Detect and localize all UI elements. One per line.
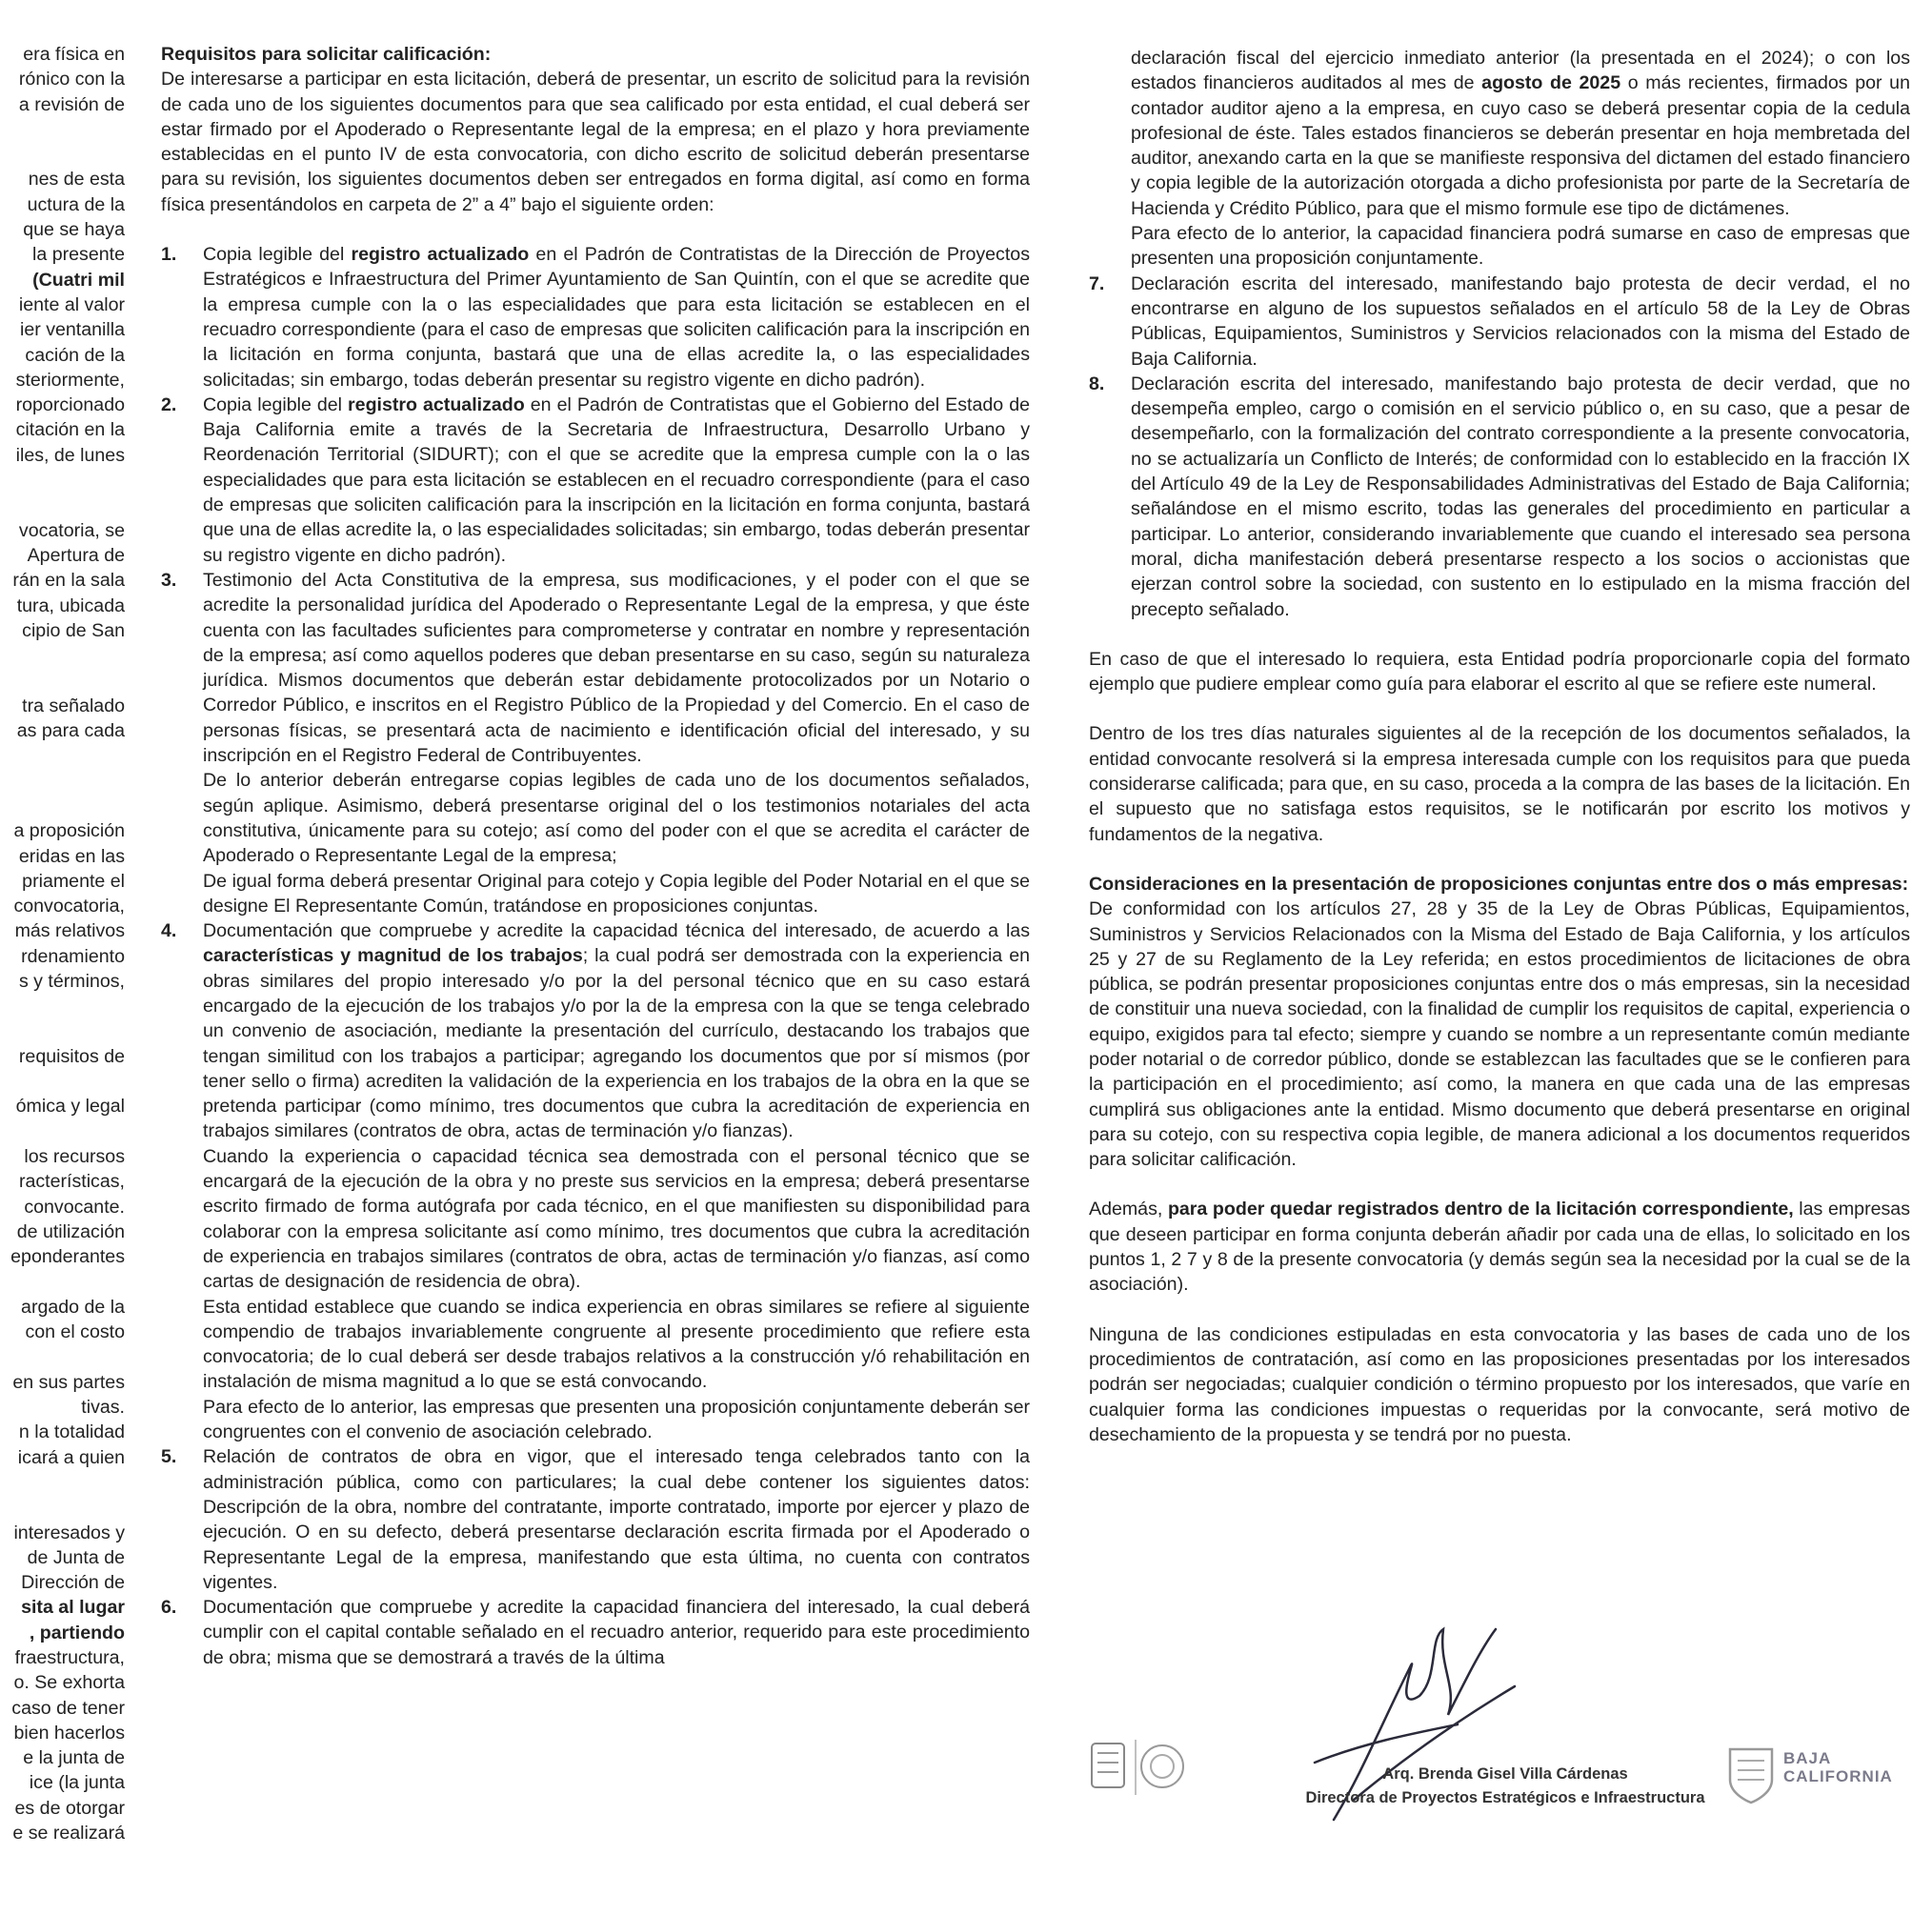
item-text: Para efecto de lo anterior, las empresas que presenten una proposición conjuntamente deberán ser congruentes con el convenio de asociación celebrado. bbox=[203, 1396, 1030, 1443]
left-fragment-line: era física en bbox=[23, 44, 125, 65]
middle-column bbox=[161, 42, 1030, 1670]
left-fragment-line bbox=[0, 769, 125, 794]
item-text: o más recientes, firmados por un contador auditor ajeno a la empresa, en cuyo caso se deberá presentar copia de la cedula profesional de éste. Tales estados financieros se deberán presentar en hoja membretada del auditor, anexando carta en la que se manifieste responsiva del dictamen del estado financiero y copia legible de la autorización otorgada a dicho profesionista por parte de la Secretaría de Hacienda y Crédito Público, para que el mismo formule ese tipo de dictámenes. bbox=[1131, 72, 1910, 219]
item-text: declaración fiscal del ejercicio inmediato anterior (la presentada en el 2024); o con los estados financieros auditados al mes de bbox=[1131, 48, 1910, 94]
list-item bbox=[161, 1444, 1030, 1595]
item-text: Esta entidad establece que cuando se indica experiencia en obras similares se refiere al siguiente compendio de trabajos invariablemente congruente al presente procedimiento que refiere esta convocatoria; de lo cual deberá ser desde trabajos relativos a la construcción y/ó rehabilitación en instalación de misma magnitud a lo que se está convocando. bbox=[203, 1296, 1030, 1393]
left-fragment-line: citación en la bbox=[15, 419, 125, 441]
left-fragment-line bbox=[0, 1019, 125, 1044]
list-item bbox=[161, 1595, 1030, 1670]
paragraph-bold-text: para poder quedar registrados dentro de la licitación correspondiente, bbox=[1167, 1199, 1794, 1220]
paragraph-text: Además, bbox=[1089, 1199, 1168, 1220]
left-fragment-line: sita al lugar bbox=[21, 1597, 125, 1619]
left-fragment-line: rónico con la bbox=[18, 69, 125, 91]
left-fragment-line bbox=[0, 493, 125, 517]
left-fragment-line: de utilización bbox=[16, 1220, 125, 1242]
left-fragment-line: rdenamiento bbox=[21, 945, 125, 967]
item-number: 7. bbox=[1089, 272, 1105, 294]
left-fragment-line: as para cada bbox=[16, 720, 125, 742]
item-text: Declaración escrita del interesado, manifestando bajo protesta de decir verdad, el no encontrarse en alguno de los supuestos señalados en el artículo 58 de la Ley de Obras Públicas, Equipamientos, Suministros y Servicios relacionados con la misma del Estado de Baja California. bbox=[1131, 272, 1910, 370]
left-fragment-line bbox=[0, 643, 125, 668]
left-fragment-line: interesados y bbox=[13, 1522, 125, 1543]
conjuntas-heading: Consideraciones en la presentación de proposiciones conjuntas entre dos o más empresas: bbox=[1089, 873, 1909, 895]
municipal-seal-icon bbox=[1086, 1734, 1191, 1801]
left-fragment-line: ice (la junta bbox=[29, 1772, 125, 1794]
left-fragment-line: roporcionado bbox=[15, 394, 125, 416]
item-text: Declaración escrita del interesado, manifestando bajo protesta de decir verdad, que no desempeña empleo, cargo o comisión en el servicio público o, en su caso, que a pesar de desempeñarlo, con la formalización del contrato correspondiente a la presente convocatoria, no se actualizaría un Conflicto de Interés; de conformidad con lo establecido en la fracción IX del Artículo 49 de la Ley de Responsabilidades Administrativas del Estado de Baja California; señalándose en el mismo escrito, todas las generales del procedimiento en particular a participar. Lo anterior, considerando invariablemente que cuando el interesado sea persona moral, dicha manifestación deberá presentarse respecto a los socios o accionistas que ejerzan control sobre la sociedad, con sustento en lo estipulado en la misma fracción del precepto señalado. bbox=[1131, 373, 1910, 620]
ninguna-paragraph: Ninguna de las condiciones estipuladas en esta convocatoria y las bases de cada uno de los procedimientos de contratación, así como en las proposiciones presentadas por los interesados podrán ser negociadas; cualquier condición o término propuesto por los interesados, que varíe en cualquier forma las condiciones impuestas o requeridas por la convocante, será motivo de desechamiento de la propuesta y se tendrá por no puesta. bbox=[1089, 1323, 1910, 1445]
left-fragment-line bbox=[0, 794, 125, 818]
left-fragment-line: que se haya bbox=[23, 219, 125, 241]
left-fragment-line: vocatoria, se bbox=[18, 519, 125, 541]
left-fragment-line: e se realizará bbox=[12, 1823, 125, 1844]
item-text: Copia legible del bbox=[203, 244, 352, 266]
list-item bbox=[161, 568, 1030, 918]
item-text: Documentación que compruebe y acredite la capacidad técnica del interesado, de acuerdo a las bbox=[203, 920, 1030, 942]
item-bold-text: características y magnitud de los trabajos bbox=[203, 945, 583, 967]
dias-paragraph: Dentro de los tres días naturales siguientes al de la recepción de los documentos señalados, la entidad convocante resolverá si la empresa interesada cumple con los requisitos para que pueda considerarse calificada; para que, en su caso, proceda a la compra de las bases de la licitación. En el supuesto que no satisfaga estos requisitos, se le notificarán por escrito los motivos y fundamentos de la negativa. bbox=[1089, 723, 1910, 845]
item-text: Para efecto de lo anterior, la capacidad financiera podrá sumarse en caso de empresas que presenten una proposición conjuntamente. bbox=[1131, 223, 1910, 270]
conformidad-paragraph: De conformidad con los artículos 27, 28 y 35 de la Ley de Obras Públicas, Equipamientos, Suministros y Servicios Relacionados con la Misma del Estado de Baja California, y los artículos 25 y 27 de su Reglamento de la Ley referida; en estos procedimientos de licitaciones de obra pública, se podrán presentar proposiciones conjuntas entre dos o más empresas, sin la necesidad de constituir una nueva sociedad, con la finalidad de cumplir los requisitos de capital, experiencia o equipo, exigidos para tal efecto; siempre y cuando se nombre a un representante común mediante poder notarial o de corredor público, donde se establezcan las facultades que se le confieren para la participación en el procedimiento; así como, la manera en que cada una de las empresas cumplirá sus obligaciones ante la entidad. Mismo documento que deberá presentarse en original para su cotejo, con su respectiva copia legible, de manera adicional a los documentos requeridos para solicitar calificación. bbox=[1089, 898, 1910, 1171]
list-item bbox=[1089, 372, 1910, 622]
logo-text-1: BAJA bbox=[1783, 1749, 1832, 1767]
left-fragment-line: a proposición bbox=[13, 820, 125, 842]
left-fragment-line bbox=[0, 1069, 125, 1094]
left-fragment-line: más relativos bbox=[14, 920, 125, 942]
left-fragment-line bbox=[0, 1344, 125, 1369]
left-fragment-line: eridas en las bbox=[18, 845, 125, 867]
item-number: 8. bbox=[1089, 373, 1105, 394]
left-fragment-line: argado de la bbox=[21, 1296, 125, 1318]
requisitos-heading: Requisitos para solicitar calificación: bbox=[161, 44, 492, 65]
left-column-fragments bbox=[0, 42, 125, 1845]
left-fragment-line: nes de esta bbox=[28, 169, 125, 191]
left-fragment-line bbox=[0, 1119, 125, 1144]
left-fragment-line bbox=[0, 743, 125, 768]
list-item bbox=[1089, 272, 1910, 372]
list-item bbox=[161, 918, 1030, 1444]
left-fragment-line: racterísticas, bbox=[18, 1171, 125, 1193]
left-fragment-line: ier ventanilla bbox=[19, 319, 125, 341]
left-fragment-line: caso de tener bbox=[11, 1697, 125, 1719]
left-fragment-line bbox=[0, 1470, 125, 1495]
item-text: De lo anterior deberán entregarse copias legibles de cada uno de los documentos señalados, según aplique. Asimismo, deberá presentarse original del o los testimonios notariales del acta constitutiva, únicamente para su cotejo; así como del poder con el que se acredita el carácter de Apoderado o Representante Legal de la empresa; bbox=[203, 770, 1030, 867]
state-shield-icon bbox=[1724, 1744, 1778, 1806]
item-text: Testimonio del Acta Constitutiva de la empresa, sus modificaciones, y el poder con el que se acredite la personalidad jurídica del Apoderado o Representante Legal de la empresa, y que éste cuenta con las facultades suficientes para comprometerse y contratar en nombre y representación de la empresa; así como aquellos poderes que deban presentarse en su caso, según su naturaleza jurídica. Mismos documentos que deberán estar debidamente protocolizados por un Notario o Corredor Público, e inscritos en el Registro Público de la Propiedad y del Comercio. En el caso de personas físicas, se presentará acta de nacimiento e identificación oficial del interesado, y su inscripción en el Registro Federal de Contribuyentes. bbox=[203, 569, 1030, 767]
left-fragment-line bbox=[0, 468, 125, 493]
left-fragment-line bbox=[0, 1495, 125, 1520]
left-fragment-line: uctura de la bbox=[27, 193, 125, 215]
left-fragment-line: a revisión de bbox=[18, 93, 125, 115]
left-fragment-line: tura, ubicada bbox=[16, 595, 125, 616]
left-fragment-line: n la totalidad bbox=[18, 1421, 125, 1443]
left-fragment-line: fraestructura, bbox=[14, 1647, 125, 1668]
left-fragment-line: de Junta de bbox=[27, 1546, 125, 1568]
left-fragment-line: icará a quien bbox=[17, 1446, 125, 1468]
left-fragment-line bbox=[0, 1270, 125, 1295]
left-fragment-line: ómica y legal bbox=[15, 1096, 125, 1118]
left-fragment-line: tra señalado bbox=[22, 695, 125, 716]
item-text: ; la cual podrá ser demostrada con la experiencia en obras similares del propio interesado y/o por la del personal técnico que en su caso estará encargado de la ejecución de los trabajos y/o por la de la empresa con la que se tenga celebrado un convenio de asociación, mediante la presentación del currículo, destacando los trabajos que tengan similitud con los trabajos a participar; agregando los documentos que por sí mismos (por tener sello o firma) acrediten la validación de la experiencia en los trabajos de la obra en la que se pretenda participar (como mínimo, tres documentos que cubra la acreditación de experiencia en trabajos similares (contratos de obra, actas de terminación y/o fianzas). bbox=[203, 945, 1030, 1142]
ademas-paragraph bbox=[1089, 1197, 1910, 1297]
left-fragment-line: cación de la bbox=[25, 344, 125, 366]
formato-paragraph: En caso de que el interesado lo requiera, esta Entidad podría proporcionarle copia del formato ejemplo que pudiere emplear como guía para elaborar el escrito al que se refiere este numeral. bbox=[1089, 648, 1910, 695]
item-number: 4. bbox=[161, 920, 177, 942]
left-fragment-line: con el costo bbox=[25, 1321, 125, 1343]
baja-california-logo bbox=[1724, 1744, 1905, 1810]
item-number: 5. bbox=[161, 1446, 177, 1468]
left-fragment-line bbox=[0, 668, 125, 693]
signature-block bbox=[1077, 1610, 1915, 1896]
item-text: Copia legible del bbox=[203, 393, 349, 415]
left-fragment-line: en sus partes bbox=[12, 1371, 125, 1393]
left-fragment-line bbox=[0, 117, 125, 142]
left-fragment-line: Dirección de bbox=[21, 1572, 125, 1594]
item-bold-text: agosto de 2025 bbox=[1481, 72, 1621, 94]
item-text: Relación de contratos de obra en vigor, que el interesado tenga celebrados tanto con la administración pública, como con particulares; la cual debe contener los siguientes datos: Descripción de la obra, nombre del contratante, importe contratado, importe por ejercer y plazo de ejecución. O en su defecto, deberá presentarse declaración escrita firmada por el Apoderado o Representante Legal de la empresa, manifestando que esta última, no cuenta con contratos vigentes. bbox=[203, 1446, 1030, 1593]
list-item bbox=[161, 242, 1030, 393]
item-text: en el Padrón de Contratistas de la Dirección de Proyectos Estratégicos e Infraestructura del Primer Ayuntamiento de San Quintín, con el que se acredite que la empresa cumple con la o las especialidades que para esta licitación se establecen en el recuadro correspondiente (para el caso de empresas que soliciten calificación para la inscripción en la licitación en forma conjunta, bastará que una de ellas acredite la, o las especialidades solicitadas; sin embargo, todas deberán presentar su registro vigente en dicho padrón). bbox=[203, 244, 1030, 391]
list-item-continuation bbox=[1089, 46, 1910, 272]
left-fragment-line: Apertura de bbox=[27, 544, 125, 566]
left-fragment-line: convocante. bbox=[24, 1196, 125, 1218]
left-fragment-line: cipio de San bbox=[22, 619, 125, 641]
left-fragment-line: , partiendo bbox=[29, 1622, 125, 1643]
left-fragment-line: convocatoria, bbox=[13, 896, 125, 917]
left-fragment-line: es de otorgar bbox=[14, 1797, 125, 1819]
item-text: De igual forma deberá presentar Original para cotejo y Copia legible del Poder Notarial en el que se designe El Representante Común, tratándose en proposiciones conjuntas. bbox=[203, 870, 1030, 917]
signer-name: Arq. Brenda Gisel Villa Cárdenas bbox=[1382, 1765, 1628, 1783]
left-fragment-line bbox=[0, 994, 125, 1018]
item-number: 6. bbox=[161, 1597, 177, 1619]
intro-paragraph: De interesarse a participar en esta licitación, deberá de presentar, un escrito de solicitud para la revisión de cada uno de los siguientes documentos para que sea calificado por esta entidad, el cual deberá ser estar firmado por el Apoderado o Representante legal de la empresa; en el plazo y hora previamente establecidas en el punto IV de esta convocatoria, con dicho escrito de solicitud deberán presentarse para su revisión, los siguientes documentos deben ser entregados en forma digital, así como en forma física presentándolos en carpeta de 2” a 4” bajo el siguiente orden: bbox=[161, 69, 1030, 215]
left-fragment-line: los recursos bbox=[24, 1146, 125, 1168]
item-number: 1. bbox=[161, 244, 177, 266]
left-fragment-line: tivas. bbox=[81, 1397, 125, 1419]
left-fragment-line: steriormente, bbox=[15, 369, 125, 391]
left-fragment-line: bien hacerlos bbox=[13, 1722, 125, 1744]
item-number: 2. bbox=[161, 393, 177, 415]
logo-text-2: CALIFORNIA bbox=[1783, 1767, 1893, 1785]
left-fragment-line: o. Se exhorta bbox=[13, 1672, 125, 1694]
item-bold-text: registro actualizado bbox=[348, 393, 525, 415]
item-text: Cuando la experiencia o capacidad técnica sea demostrada con el personal técnico que se encargará de la ejecución de la obra y no preste sus servicios en la empresa; deberá presentarse escrito firmado de forma autógrafa por cada técnico, en el que manifiesten su disponibilidad para colaborar con la empresa solicitante así como mínimo, tres documentos que cubra la acreditación de experiencia en trabajos similares (contratos de obra, actas de terminación y/o fianzas, así como cartas de designación de residencia de obra). bbox=[203, 1145, 1030, 1293]
right-column bbox=[1089, 46, 1910, 1447]
item-bold-text: registro actualizado bbox=[351, 244, 530, 266]
left-fragment-line: iles, de lunes bbox=[15, 444, 125, 466]
left-fragment-line bbox=[0, 142, 125, 167]
left-fragment-line: rán en la sala bbox=[12, 570, 125, 592]
left-fragment-line: requisitos de bbox=[18, 1045, 125, 1067]
paragraph-text: las empresas que deseen participar en forma conjunta deberán añadir por cada una de ellas, lo solicitado en los puntos 1, 2 7 y 8 de la presente convocatoria (y demás según sea la necesidad por la cual se de la asociación). bbox=[1089, 1199, 1910, 1296]
list-item bbox=[161, 393, 1030, 568]
left-fragment-line: (Cuatri mil bbox=[32, 269, 125, 291]
left-fragment-line: la presente bbox=[32, 244, 125, 266]
left-fragment-line: eponderantes bbox=[10, 1246, 125, 1268]
item-number: 3. bbox=[161, 569, 177, 591]
signer-title: Directora de Proyectos Estratégicos e Infraestructura bbox=[1305, 1789, 1705, 1806]
item-text: en el Padrón de Contratistas que el Gobierno del Estado de Baja California emite a través de la Secretaria de Infraestructura, Desarrollo Urbano y Reordenación Territorial (SIDURT); con el que se acredite que la empresa cumple con la o las especialidades que para esta licitación se establecen en el recuadro correspondiente (para el caso de empresas que soliciten calificación para la inscripción en la licitación en forma conjunta, bastará que una de ellas acredite la, o las especialidades solicitadas; sin embargo, todas deberán presentar su registro vigente en dicho padrón). bbox=[203, 393, 1030, 566]
left-fragment-line: iente al valor bbox=[18, 293, 125, 315]
item-text: Documentación que compruebe y acredite la capacidad financiera del interesado, la cual deberá cumplir con el capital contable señalado en el recuadro anterior, requerido para este procedimiento de obra; misma que se demostrará a través de la última bbox=[203, 1597, 1030, 1668]
left-fragment-line: priamente el bbox=[22, 870, 125, 892]
left-fragment-line: e la junta de bbox=[23, 1747, 125, 1769]
left-fragment-line: s y términos, bbox=[18, 970, 125, 992]
